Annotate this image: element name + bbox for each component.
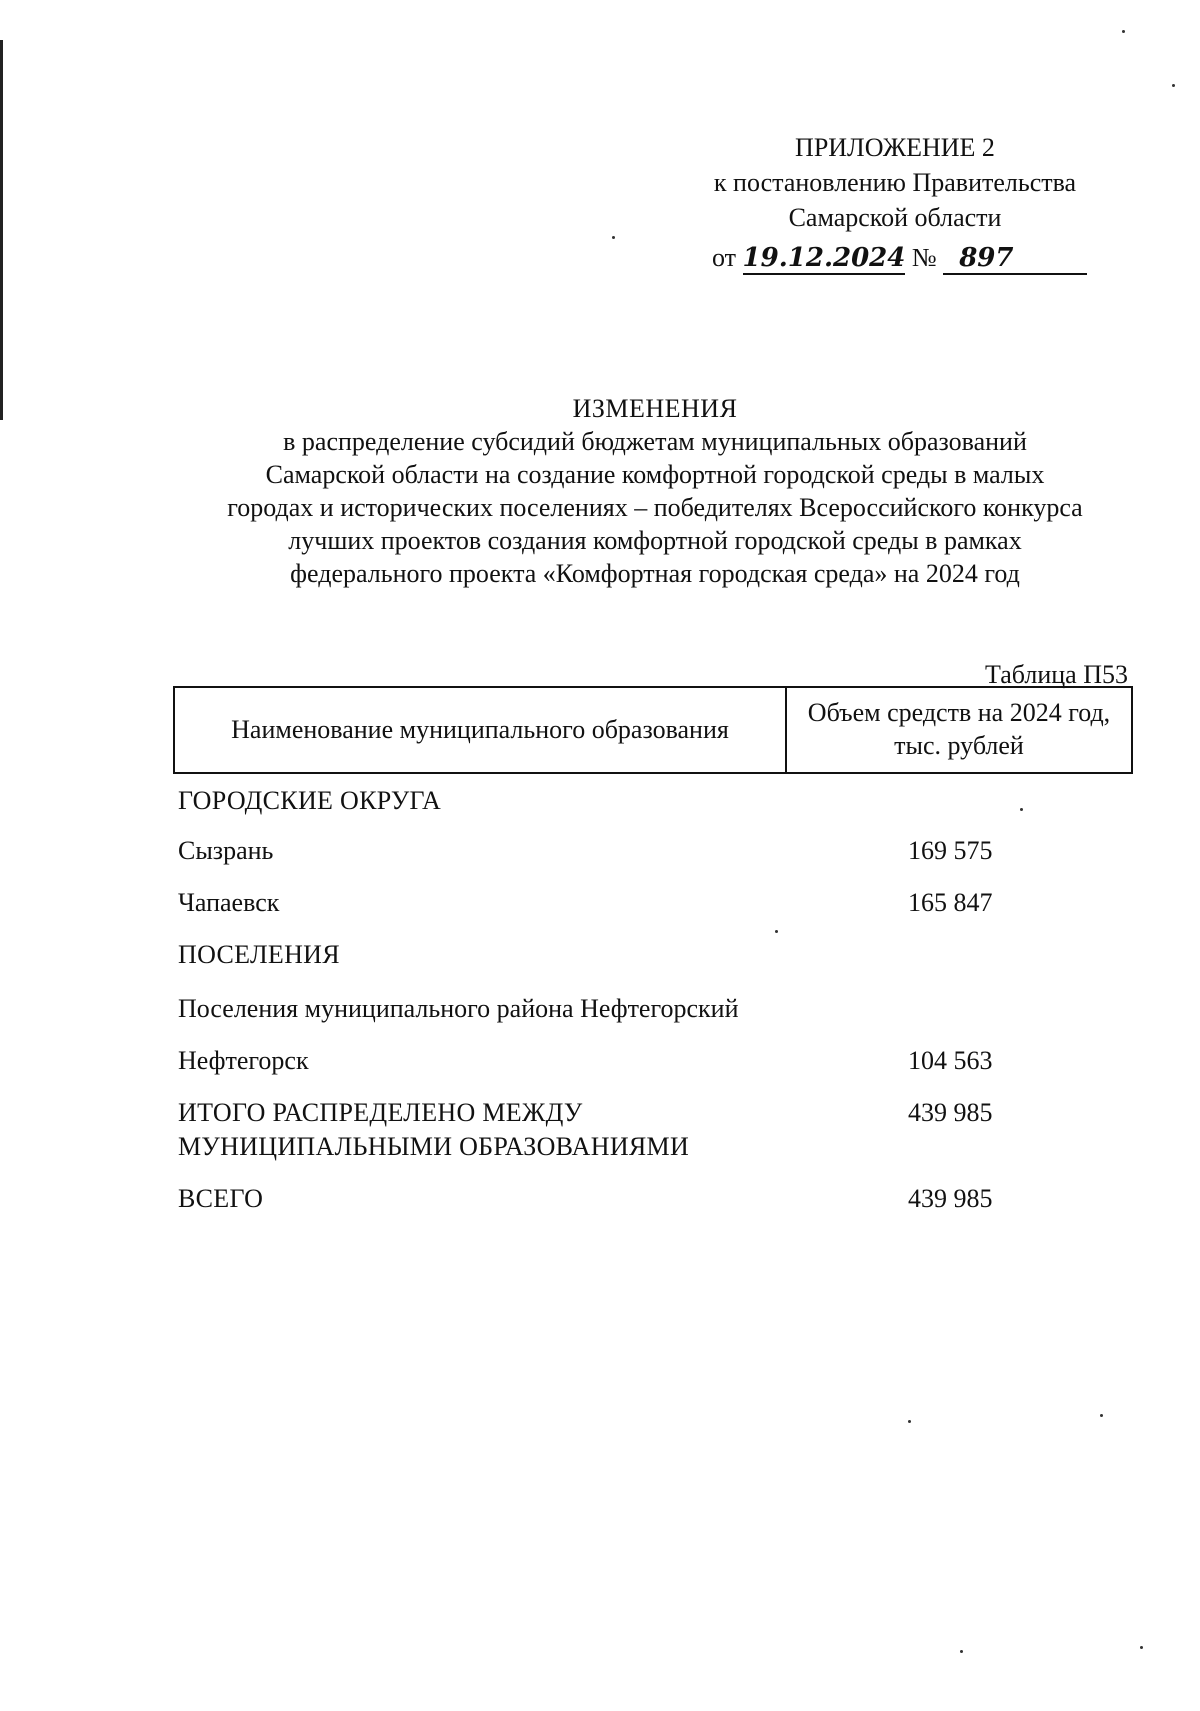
header-volume-cell xyxy=(787,688,1131,772)
row-name-line-1: ИТОГО РАСПРЕДЕЛЕНО МЕЖДУ xyxy=(178,1098,583,1127)
header-name-cell: Наименование муниципального образования xyxy=(175,688,787,772)
row-name: Сызрань xyxy=(178,836,274,865)
number-label: № xyxy=(911,243,937,272)
date-number-line xyxy=(712,243,1087,275)
table-header xyxy=(173,686,1133,774)
handwritten-date: 19.12.2024 xyxy=(742,243,906,273)
header-volume-line-2: тыс. рублей xyxy=(894,731,1024,760)
scan-speck xyxy=(1172,84,1175,87)
table-row xyxy=(178,938,1118,972)
row-value: 165 847 xyxy=(908,888,993,917)
handwritten-number: 897 xyxy=(943,243,1087,275)
table-row xyxy=(178,886,1118,920)
table-row xyxy=(178,784,1118,818)
title-line: городах и исторических поселениях – победителях Всероссийского конкурса xyxy=(227,493,1083,522)
appendix-line-1: к постановлению Правительства xyxy=(713,168,1077,197)
scan-speck xyxy=(1020,808,1023,811)
title-heading: ИЗМЕНЕНИЯ xyxy=(572,394,738,423)
row-name: Нефтегорск xyxy=(178,1046,309,1075)
title-line: в распределение субсидий бюджетам муниципальных образований xyxy=(283,427,1027,456)
scan-speck xyxy=(960,1650,963,1653)
row-name: ПОСЕЛЕНИЯ xyxy=(178,940,340,969)
document-title xyxy=(160,392,1150,590)
table-row xyxy=(178,992,1118,1026)
from-label: от xyxy=(712,243,737,272)
title-line: Самарской области на создание комфортной городской среды в малых xyxy=(265,460,1045,489)
table-body xyxy=(178,774,1118,1216)
scan-speck xyxy=(612,236,615,239)
row-value: 439 985 xyxy=(908,1098,993,1127)
table-row xyxy=(178,1096,1118,1164)
table-row xyxy=(178,1182,1118,1216)
row-name: Поселения муниципального района Нефтегорский xyxy=(178,994,739,1023)
row-value: 169 575 xyxy=(908,836,993,865)
row-value xyxy=(908,992,1028,1026)
title-line: лучших проектов создания комфортной городской среды в рамках xyxy=(288,526,1022,555)
table-caption: Таблица П53 xyxy=(985,660,1128,689)
row-name: Чапаевск xyxy=(178,888,280,917)
row-value: 104 563 xyxy=(908,1046,993,1075)
table-row xyxy=(178,834,1118,868)
appendix-block xyxy=(650,130,1140,235)
row-name: ВСЕГО xyxy=(178,1184,264,1213)
row-value xyxy=(908,784,1028,818)
title-line: федерального проекта «Комфортная городская среда» на 2024 год xyxy=(290,559,1020,588)
scan-edge-artifact xyxy=(0,40,3,420)
appendix-title: ПРИЛОЖЕНИЕ 2 xyxy=(795,133,995,162)
row-value: 439 985 xyxy=(908,1184,993,1213)
table-row xyxy=(178,1044,1118,1078)
scan-speck xyxy=(908,1420,911,1423)
scan-speck xyxy=(1122,30,1125,33)
row-value xyxy=(908,938,1028,972)
header-volume-line-1: Объем средств на 2024 год, xyxy=(807,698,1111,727)
row-name-line-2: МУНИЦИПАЛЬНЫМИ ОБРАЗОВАНИЯМИ xyxy=(178,1132,690,1161)
scan-speck xyxy=(1140,1646,1143,1649)
row-name: ГОРОДСКИЕ ОКРУГА xyxy=(178,786,442,815)
appendix-line-2: Самарской области xyxy=(788,203,1002,232)
scan-speck xyxy=(1100,1414,1103,1417)
scan-speck xyxy=(775,930,778,933)
row-name xyxy=(178,1096,908,1164)
